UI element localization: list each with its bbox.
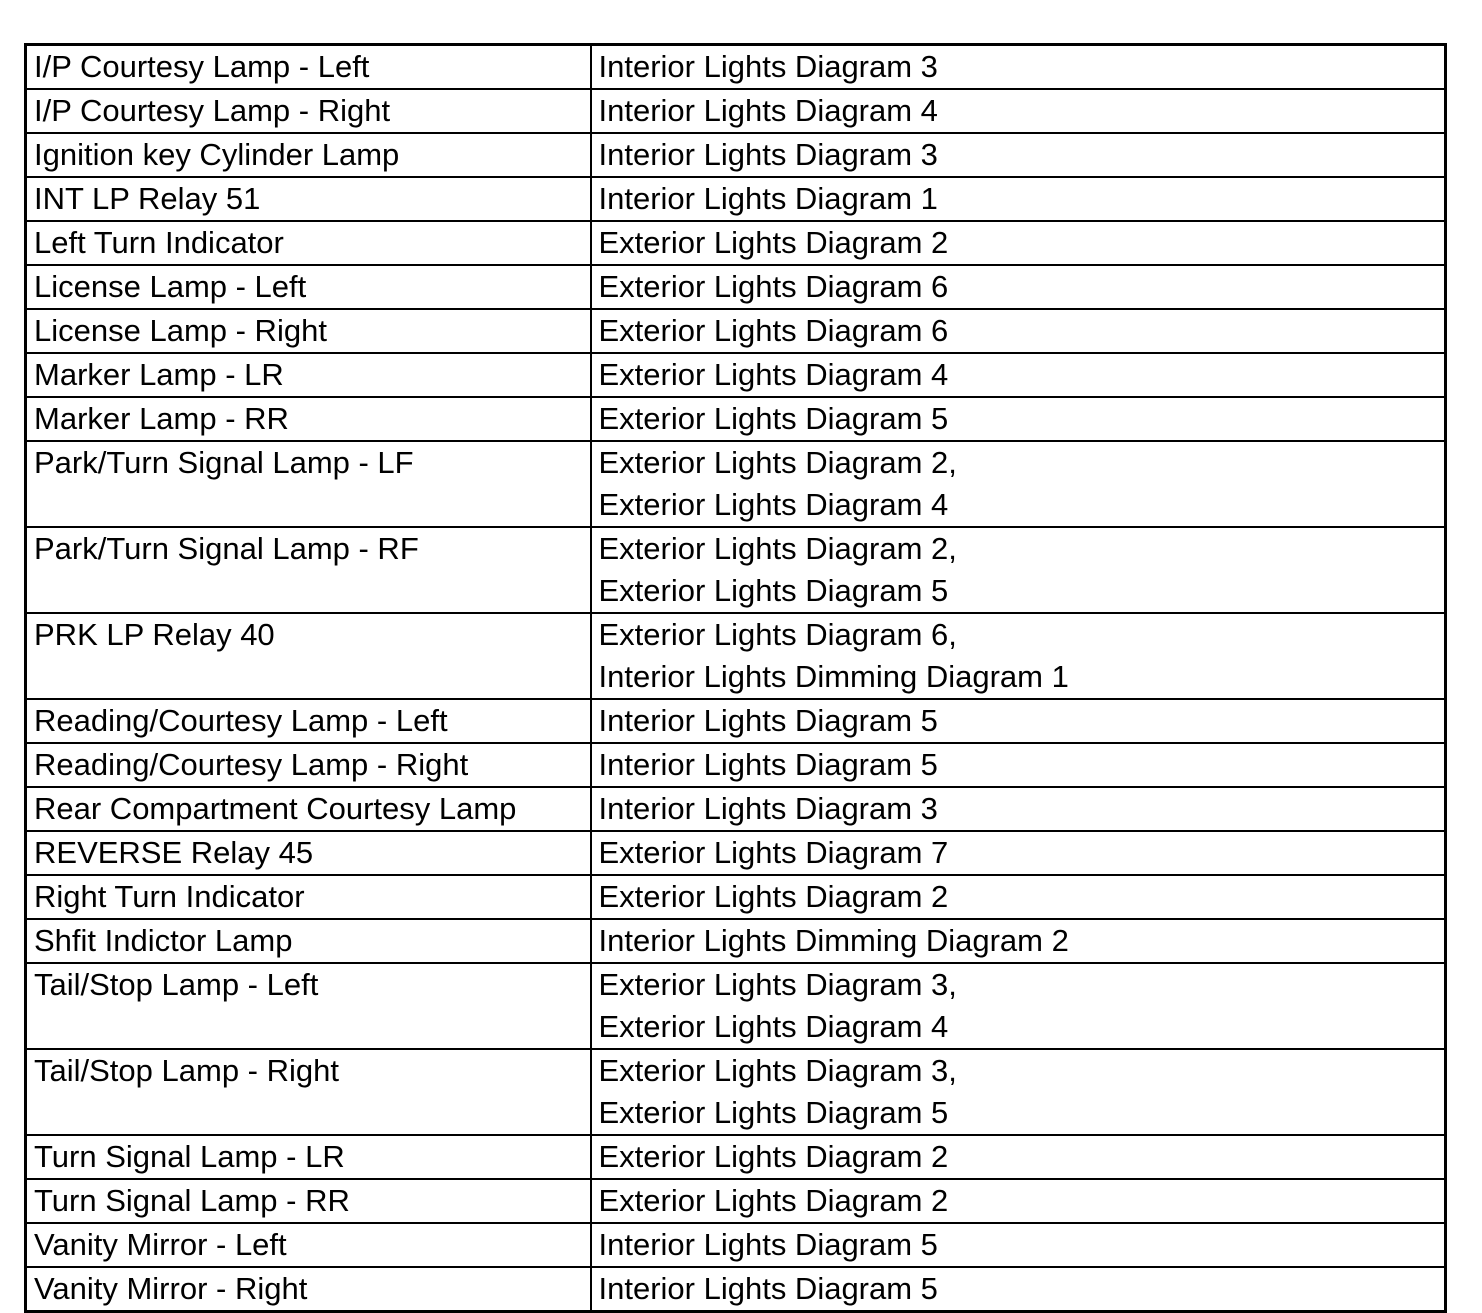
- component-name: I/P Courtesy Lamp - Right: [34, 93, 391, 128]
- table-body: [26, 45, 1446, 1312]
- component-name: Turn Signal Lamp - LR: [34, 1139, 345, 1174]
- diagram-reference: Exterior Lights Diagram 2,: [598, 445, 957, 480]
- table-row: [26, 1135, 1446, 1179]
- diagram-reference: Interior Lights Diagram 3: [598, 791, 938, 826]
- component-name: Vanity Mirror - Left: [34, 1227, 287, 1262]
- diagram-reference: Exterior Lights Diagram 5: [598, 573, 949, 608]
- component-diagram-table: [24, 43, 1447, 1313]
- diagram-reference: Exterior Lights Diagram 6,: [598, 617, 957, 652]
- component-cell: [26, 353, 591, 397]
- component-name: Tail/Stop Lamp - Right: [34, 1053, 339, 1088]
- diagram-reference: Interior Lights Diagram 3: [598, 137, 938, 172]
- component-name: License Lamp - Right: [34, 313, 327, 348]
- component-cell: [26, 831, 591, 875]
- diagram-reference: Interior Lights Diagram 5: [598, 1271, 938, 1306]
- component-name: Right Turn Indicator: [34, 879, 305, 914]
- diagram-reference: Exterior Lights Diagram 2,: [598, 531, 957, 566]
- diagram-cell: [591, 527, 1446, 613]
- component-name: Marker Lamp - RR: [34, 401, 289, 436]
- diagram-reference: Exterior Lights Diagram 5: [598, 401, 949, 436]
- table-row: [26, 309, 1446, 353]
- component-cell: [26, 177, 591, 221]
- component-cell: [26, 699, 591, 743]
- diagram-reference: Interior Lights Diagram 5: [598, 703, 938, 738]
- diagram-reference: Interior Lights Dimming Diagram 2: [598, 923, 1069, 958]
- diagram-cell: [591, 699, 1446, 743]
- table-row: [26, 875, 1446, 919]
- component-cell: [26, 787, 591, 831]
- diagram-cell: [591, 1179, 1446, 1223]
- table-row: [26, 613, 1446, 699]
- diagram-reference: Exterior Lights Diagram 2: [598, 1139, 949, 1174]
- table-row: [26, 397, 1446, 441]
- component-name: Park/Turn Signal Lamp - RF: [34, 531, 419, 566]
- diagram-reference: Exterior Lights Diagram 3,: [598, 967, 957, 1002]
- component-name: I/P Courtesy Lamp - Left: [34, 49, 370, 84]
- table-row: [26, 265, 1446, 309]
- table-row: [26, 133, 1446, 177]
- diagram-reference: Exterior Lights Diagram 2: [598, 879, 949, 914]
- diagram-reference: Interior Lights Diagram 5: [598, 747, 938, 782]
- diagram-cell: [591, 265, 1446, 309]
- component-name: Turn Signal Lamp - RR: [34, 1183, 350, 1218]
- component-cell: [26, 1049, 591, 1135]
- diagram-cell: [591, 397, 1446, 441]
- component-cell: [26, 397, 591, 441]
- diagram-cell: [591, 177, 1446, 221]
- component-cell: [26, 919, 591, 963]
- diagram-reference: Interior Lights Dimming Diagram 1: [598, 659, 1069, 694]
- component-cell: [26, 133, 591, 177]
- component-name: License Lamp - Left: [34, 269, 307, 304]
- diagram-cell: [591, 89, 1446, 133]
- diagram-reference: Interior Lights Diagram 4: [598, 93, 938, 128]
- diagram-cell: [591, 743, 1446, 787]
- table-row: [26, 1179, 1446, 1223]
- diagram-cell: [591, 353, 1446, 397]
- table-row: [26, 699, 1446, 743]
- table-row: [26, 1267, 1446, 1312]
- component-name: Reading/Courtesy Lamp - Left: [34, 703, 448, 738]
- diagram-cell: [591, 309, 1446, 353]
- diagram-reference: Exterior Lights Diagram 7: [598, 835, 949, 870]
- diagram-reference: Exterior Lights Diagram 3,: [598, 1053, 957, 1088]
- diagram-reference: Interior Lights Diagram 5: [598, 1227, 938, 1262]
- component-name: Reading/Courtesy Lamp - Right: [34, 747, 469, 782]
- diagram-cell: [591, 221, 1446, 265]
- component-cell: [26, 441, 591, 527]
- diagram-cell: [591, 875, 1446, 919]
- component-name: Ignition key Cylinder Lamp: [34, 137, 400, 172]
- diagram-reference: Exterior Lights Diagram 2: [598, 1183, 949, 1218]
- component-diagram-table-wrapper: [24, 43, 1444, 1313]
- component-cell: [26, 265, 591, 309]
- component-name: Left Turn Indicator: [34, 225, 284, 260]
- component-name: Marker Lamp - LR: [34, 357, 284, 392]
- component-name: Park/Turn Signal Lamp - LF: [34, 445, 414, 480]
- component-name: REVERSE Relay 45: [34, 835, 314, 870]
- diagram-cell: [591, 613, 1446, 699]
- diagram-reference: Exterior Lights Diagram 4: [598, 1009, 949, 1044]
- diagram-cell: [591, 1267, 1446, 1312]
- table-row: [26, 527, 1446, 613]
- component-cell: [26, 527, 591, 613]
- diagram-reference: Exterior Lights Diagram 5: [598, 1095, 949, 1130]
- component-cell: [26, 1223, 591, 1267]
- component-name: Tail/Stop Lamp - Left: [34, 967, 319, 1002]
- diagram-reference: Exterior Lights Diagram 6: [598, 269, 949, 304]
- diagram-cell: [591, 919, 1446, 963]
- diagram-cell: [591, 1135, 1446, 1179]
- component-cell: [26, 89, 591, 133]
- table-row: [26, 963, 1446, 1049]
- diagram-cell: [591, 45, 1446, 90]
- diagram-cell: [591, 133, 1446, 177]
- diagram-cell: [591, 787, 1446, 831]
- diagram-reference: Exterior Lights Diagram 2: [598, 225, 949, 260]
- table-row: [26, 221, 1446, 265]
- table-row: [26, 45, 1446, 90]
- diagram-cell: [591, 963, 1446, 1049]
- component-cell: [26, 743, 591, 787]
- component-cell: [26, 45, 591, 90]
- diagram-cell: [591, 831, 1446, 875]
- diagram-cell: [591, 1049, 1446, 1135]
- component-cell: [26, 963, 591, 1049]
- table-row: [26, 787, 1446, 831]
- component-cell: [26, 875, 591, 919]
- table-row: [26, 1049, 1446, 1135]
- diagram-cell: [591, 441, 1446, 527]
- table-row: [26, 743, 1446, 787]
- diagram-reference: Interior Lights Diagram 3: [598, 49, 938, 84]
- component-cell: [26, 1135, 591, 1179]
- diagram-reference: Exterior Lights Diagram 6: [598, 313, 949, 348]
- component-name: INT LP Relay 51: [34, 181, 261, 216]
- diagram-reference: Exterior Lights Diagram 4: [598, 487, 949, 522]
- component-cell: [26, 221, 591, 265]
- component-cell: [26, 1179, 591, 1223]
- component-cell: [26, 1267, 591, 1312]
- table-row: [26, 353, 1446, 397]
- table-row: [26, 831, 1446, 875]
- table-row: [26, 177, 1446, 221]
- component-name: PRK LP Relay 40: [34, 617, 275, 652]
- component-cell: [26, 613, 591, 699]
- component-cell: [26, 309, 591, 353]
- component-name: Vanity Mirror - Right: [34, 1271, 308, 1306]
- table-row: [26, 441, 1446, 527]
- table-row: [26, 919, 1446, 963]
- table-row: [26, 89, 1446, 133]
- component-name: Shfit Indictor Lamp: [34, 923, 293, 958]
- component-name: Rear Compartment Courtesy Lamp: [34, 791, 517, 826]
- diagram-reference: Interior Lights Diagram 1: [598, 181, 938, 216]
- table-row: [26, 1223, 1446, 1267]
- diagram-reference: Exterior Lights Diagram 4: [598, 357, 949, 392]
- diagram-cell: [591, 1223, 1446, 1267]
